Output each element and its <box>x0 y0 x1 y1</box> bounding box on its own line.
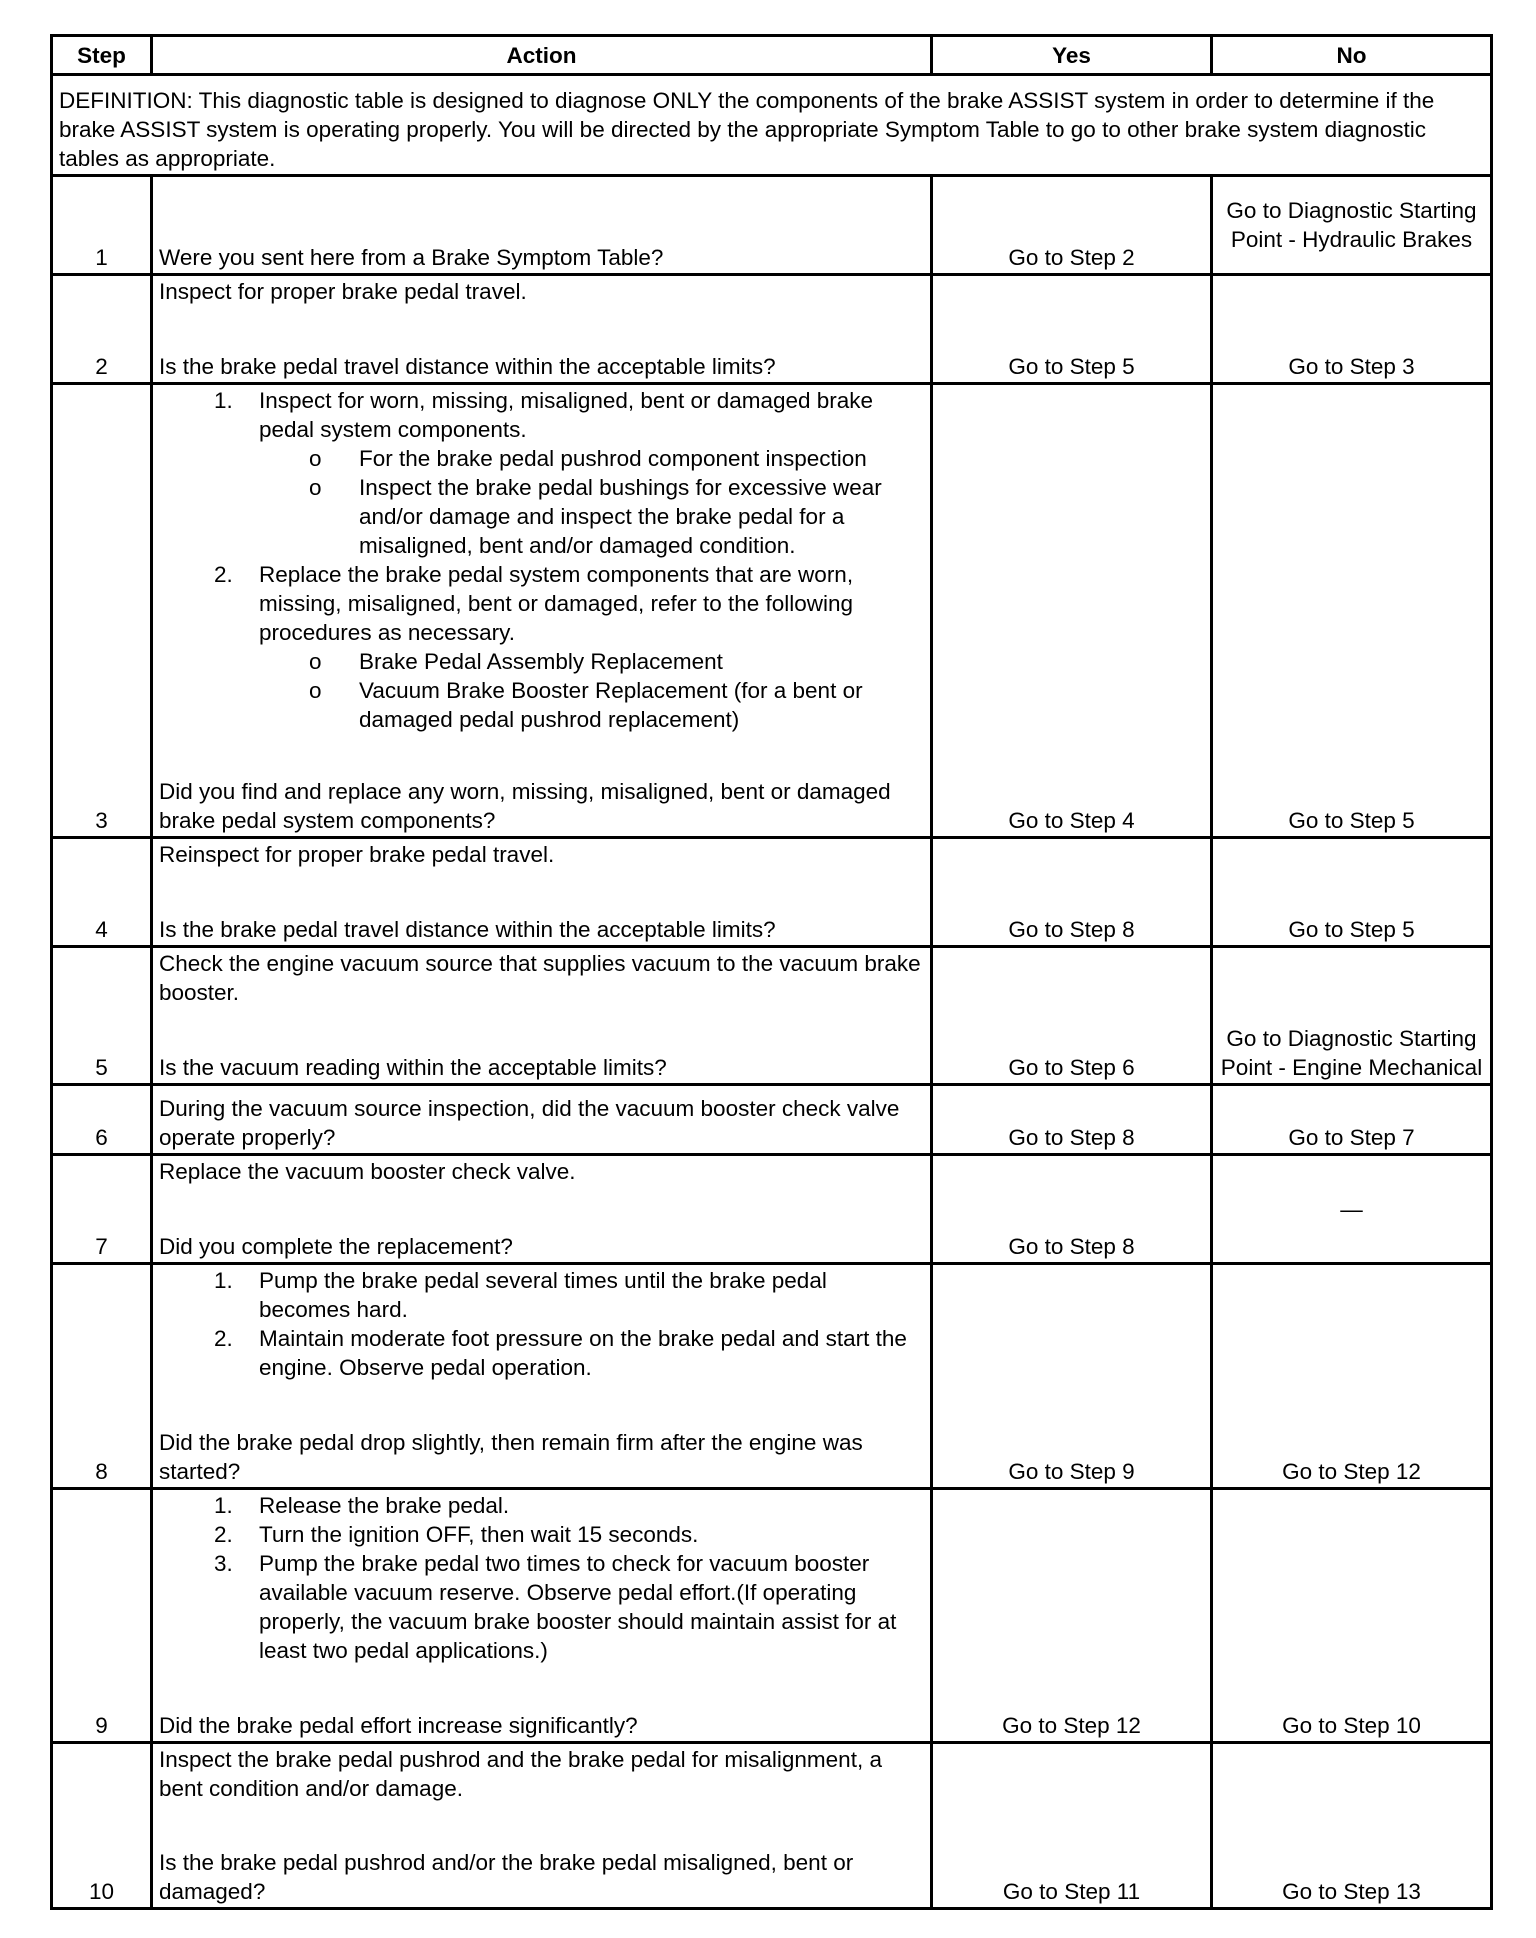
table-row <box>52 275 1492 384</box>
procedure-list <box>159 1266 924 1382</box>
action-cell <box>152 176 932 275</box>
action-content <box>159 949 924 1082</box>
list-text: Pump the brake pedal several times until the brake pedal becomes hard. <box>259 1268 827 1322</box>
table-row <box>52 1489 1492 1743</box>
step-number: 5 <box>52 947 152 1085</box>
action-question: During the vacuum source inspection, did the vacuum booster check valve operate properly? <box>159 1096 900 1150</box>
yes-cell: Go to Step 8 <box>932 838 1212 947</box>
table-row <box>52 1743 1492 1909</box>
no-cell: Go to Step 10 <box>1212 1489 1492 1743</box>
definition-text: DEFINITION: This diagnostic table is designed to diagnose ONLY the components of the brake ASSIST system in order to determine if the brake ASSIST system is operating properly. You will be directed by the appropriate Symptom Table to go to other brake system diagnostic tables as appropriate. <box>52 75 1492 176</box>
table-row <box>52 1085 1492 1155</box>
yes-cell: Go to Step 5 <box>932 275 1212 384</box>
step-number: 8 <box>52 1264 152 1489</box>
list-number: 1. <box>214 388 233 413</box>
table-row <box>52 384 1492 838</box>
step-number: 1 <box>52 176 152 275</box>
sub-list-text: Inspect the brake pedal bushings for excessive wear and/or damage and inspect the brake pedal for a misaligned, bent and/or damaged condition. <box>359 475 882 558</box>
action-question: Did the brake pedal effort increase significantly? <box>159 1713 638 1738</box>
no-cell: Go to Step 5 <box>1212 384 1492 838</box>
action-cell <box>152 384 932 838</box>
action-text: Inspect the brake pedal pushrod and the brake pedal for misalignment, a bent condition and/or damage. <box>159 1747 882 1801</box>
sub-list-item <box>159 444 924 473</box>
action-cell <box>152 1085 932 1155</box>
list-item <box>159 1549 924 1665</box>
action-cell <box>152 1155 932 1264</box>
action-content <box>159 1266 924 1486</box>
list-text: Inspect for worn, missing, misaligned, bent or damaged brake pedal system components. <box>259 388 874 442</box>
action-cell <box>152 947 932 1085</box>
table-row <box>52 947 1492 1085</box>
sub-list-item <box>159 676 924 734</box>
action-question: Did the brake pedal drop slightly, then remain firm after the engine was started? <box>159 1430 863 1484</box>
action-text: Inspect for proper brake pedal travel. <box>159 279 527 304</box>
diagnostic-table <box>50 34 1490 1904</box>
sub-list-item <box>159 473 924 560</box>
action-content <box>159 277 924 381</box>
table-row <box>52 176 1492 275</box>
list-item <box>159 386 924 444</box>
list-number: 1. <box>214 1268 233 1293</box>
list-text: Pump the brake pedal two times to check for vacuum booster available vacuum reserve. Observe pedal effort.(If operating properly, the vacuum brake booster should maintain assist for at least two pedal applications.) <box>259 1551 897 1663</box>
step-number: 7 <box>52 1155 152 1264</box>
action-content <box>159 1157 924 1261</box>
no-cell: Go to Diagnostic Starting Point - Engine Mechanical <box>1212 947 1492 1085</box>
yes-cell: Go to Step 12 <box>932 1489 1212 1743</box>
table <box>50 34 1493 1910</box>
procedure-list <box>159 386 924 734</box>
action-content <box>159 1491 924 1740</box>
yes-cell: Go to Step 6 <box>932 947 1212 1085</box>
step-number: 4 <box>52 838 152 947</box>
action-content <box>159 1745 924 1906</box>
action-cell <box>152 1264 932 1489</box>
list-number: 2. <box>214 1522 233 1547</box>
action-cell <box>152 838 932 947</box>
table-row <box>52 838 1492 947</box>
list-text: Release the brake pedal. <box>259 1493 510 1518</box>
header-step: Step <box>52 36 152 75</box>
bullet: o <box>309 446 322 471</box>
no-cell: Go to Diagnostic Starting Point - Hydraulic Brakes <box>1212 176 1492 275</box>
bullet: o <box>309 475 322 500</box>
step-number: 3 <box>52 384 152 838</box>
action-question: Did you find and replace any worn, missing, misaligned, bent or damaged brake pedal system components? <box>159 779 891 833</box>
sub-list-text: For the brake pedal pushrod component inspection <box>359 446 867 471</box>
action-text: Were you sent here from a Brake Symptom Table? <box>159 245 664 270</box>
list-item <box>159 1520 924 1549</box>
action-cell <box>152 1489 932 1743</box>
list-number: 1. <box>214 1493 233 1518</box>
action-cell <box>152 275 932 384</box>
header-yes: Yes <box>932 36 1212 75</box>
table-row <box>52 1264 1492 1489</box>
step-number: 9 <box>52 1489 152 1743</box>
definition-row <box>52 75 1492 176</box>
list-number: 2. <box>214 562 233 587</box>
step-number: 2 <box>52 275 152 384</box>
list-item <box>159 1324 924 1382</box>
yes-cell: Go to Step 2 <box>932 176 1212 275</box>
sub-list-text: Brake Pedal Assembly Replacement <box>359 649 723 674</box>
yes-cell: Go to Step 8 <box>932 1085 1212 1155</box>
sub-list-text: Vacuum Brake Booster Replacement (for a bent or damaged pedal pushrod replacement) <box>359 678 863 732</box>
bullet: o <box>309 649 322 674</box>
no-cell: Go to Step 12 <box>1212 1264 1492 1489</box>
no-cell: Go to Step 7 <box>1212 1085 1492 1155</box>
list-text: Maintain moderate foot pressure on the brake pedal and start the engine. Observe pedal operation. <box>259 1326 907 1380</box>
action-question: Did you complete the replacement? <box>159 1234 513 1259</box>
step-number: 6 <box>52 1085 152 1155</box>
no-cell: Go to Step 3 <box>1212 275 1492 384</box>
action-question: Is the vacuum reading within the acceptable limits? <box>159 1055 667 1080</box>
list-item <box>159 560 924 647</box>
action-question: Is the brake pedal travel distance within the acceptable limits? <box>159 354 776 379</box>
yes-cell: Go to Step 11 <box>932 1743 1212 1909</box>
step-number: 10 <box>52 1743 152 1909</box>
no-cell: Go to Step 13 <box>1212 1743 1492 1909</box>
list-number: 2. <box>214 1326 233 1351</box>
action-content <box>159 840 924 944</box>
action-text: Reinspect for proper brake pedal travel. <box>159 842 555 867</box>
table-row <box>52 1155 1492 1264</box>
yes-cell: Go to Step 9 <box>932 1264 1212 1489</box>
header-row <box>52 36 1492 75</box>
bullet: o <box>309 678 322 703</box>
header-no: No <box>1212 36 1492 75</box>
list-item <box>159 1491 924 1520</box>
no-cell: Go to Step 5 <box>1212 838 1492 947</box>
procedure-list <box>159 1491 924 1665</box>
list-text: Replace the brake pedal system components that are worn, missing, misaligned, bent or damaged, refer to the following procedures as necessary. <box>259 562 854 645</box>
yes-cell: Go to Step 4 <box>932 384 1212 838</box>
no-cell: — <box>1212 1155 1492 1264</box>
action-text: Replace the vacuum booster check valve. <box>159 1159 576 1184</box>
action-question: Is the brake pedal travel distance within the acceptable limits? <box>159 917 776 942</box>
header-action: Action <box>152 36 932 75</box>
sub-list-item <box>159 647 924 676</box>
action-text: Check the engine vacuum source that supplies vacuum to the vacuum brake booster. <box>159 951 921 1005</box>
list-item <box>159 1266 924 1324</box>
action-cell <box>152 1743 932 1909</box>
list-number: 3. <box>214 1551 233 1576</box>
action-content <box>159 386 924 835</box>
yes-cell: Go to Step 8 <box>932 1155 1212 1264</box>
action-question: Is the brake pedal pushrod and/or the brake pedal misaligned, bent or damaged? <box>159 1850 854 1904</box>
list-text: Turn the ignition OFF, then wait 15 seconds. <box>259 1522 699 1547</box>
